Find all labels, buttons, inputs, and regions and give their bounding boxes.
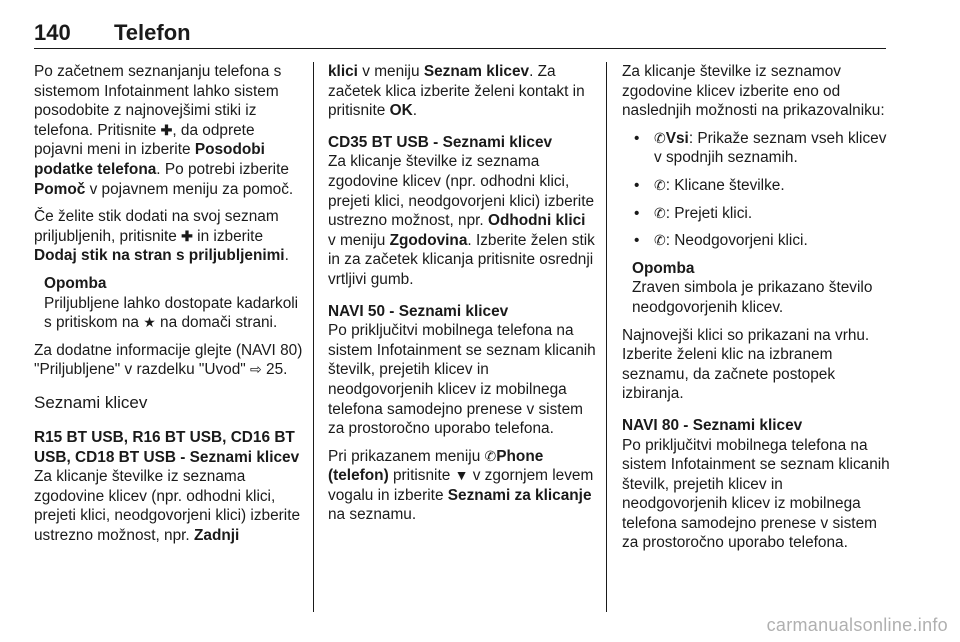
column-divider (606, 62, 607, 612)
column-left (34, 62, 304, 553)
paragraph: Po začetnem seznanjanju telefona s sistemom Infotainment lahko sistem posodobite z najnovejšimi stiki iz telefona. Pritisnite ✚, da odprete pojavni meni in izberite Posodobi podatke telefona. Po potrebi izberite Pomoč v pojavnem meniju za pomoč. (34, 63, 294, 198)
phone-outgoing-icon: ✆ (654, 176, 666, 193)
page-number: 140 (34, 20, 71, 45)
note-title: Opomba (632, 259, 695, 277)
phone-missed-icon: ✆ (654, 232, 666, 249)
page-title: Telefon (114, 20, 191, 45)
call-list-options (622, 129, 892, 251)
note-box: Opomba Priljubljene lahko dostopate kadarkoli s pritiskom na ★ na domači strani. (44, 274, 304, 333)
watermark: carmanualsonline.info (766, 615, 948, 635)
star-icon: ★ (143, 314, 156, 331)
column-divider (313, 62, 314, 612)
paragraph: R15 BT USB, R16 BT USB, CD16 BT USB, CD18 BT USB - Seznami klicev Za klicanje številke iz seznama zgodovine klicev (npr. odhodni klici, prejeti klici, neodgovorjeni klici) izberite ustrezno možnost, npr. Zadnji (34, 428, 304, 546)
paragraph: Pri prikazanem meniju ✆Phone (telefon) pritisnite ▼ v zgornjem levem vogalu in izberite Seznami za klicanje na seznamu. (328, 447, 594, 524)
note-box: Opomba Zraven simbola je prikazano število neodgovorjenih klicev. (632, 259, 892, 318)
paragraph: NAVI 80 - Seznami klicev Po priključitvi mobilnega telefona na sistem Infotainment se seznam klicanih številk, prejetih klicev in neodgovorjenih klicev iz mobilnega telefona samodejno prenese v sistem za prostoročno uporabo telefona. (622, 416, 892, 553)
subheading: CD35 BT USB - Seznami klicev (328, 133, 553, 151)
triangle-down-icon: ▼ (454, 467, 469, 484)
phone-incoming-icon: ✆ (654, 204, 666, 221)
paragraph: Če želite stik dodati na svoj seznam priljubljenih, pritisnite ✚ in izberite Dodaj stik na stran s priljubljenimi. (34, 208, 289, 265)
list-item: • ✆Vsi: Prikaže seznam vseh klicev v spodnjih seznamih. (622, 129, 892, 168)
subheading: NAVI 80 - Seznami klicev (622, 416, 803, 434)
list-item: • ✆: Prejeti klici. (622, 204, 892, 224)
page-header (34, 10, 886, 49)
subheading: NAVI 50 - Seznami klicev (328, 302, 509, 320)
column-middle (328, 62, 596, 533)
phone-icon: ✆ (484, 447, 497, 464)
paragraph: klici v meniju Seznam klicev. Za začetek klica izberite želeni kontakt in pritisnite OK. (328, 63, 585, 120)
phone-all-calls-icon: ✆ (654, 129, 666, 146)
list-item: • ✆: Klicane številke. (622, 176, 892, 196)
paragraph: CD35 BT USB - Seznami klicev Za klicanje številke iz seznama zgodovine klicev (npr. odhodni klici, prejeti klici, neodgovorjeni klici) izberite ustrezno možnost, npr. Odhodni klici v meniju Zgodovina. Izberite želen stik in za začetek klicanja pritisnite osrednji vrtljivi gumb. (328, 133, 595, 288)
page-reference-icon: ⇨ (250, 361, 262, 378)
subheading: R15 BT USB, R16 BT USB, CD16 BT USB, CD18 BT USB - Seznami klicev (34, 428, 300, 466)
plus-icon: ✚ (181, 227, 193, 244)
note-title: Opomba (44, 274, 107, 292)
paragraph: Najnovejši klici so prikazani na vrhu. Izberite želeni klic na izbranem seznamu, da začnete postopek izbiranja. (622, 326, 870, 403)
section-heading: Seznami klicev (34, 392, 148, 412)
column-right (622, 62, 892, 561)
paragraph: Za dodatne informacije glejte (NAVI 80) "Priljubljene" v razdelku "Uvod" ⇨ 25. (34, 341, 303, 379)
paragraph: NAVI 50 - Seznami klicev Po priključitvi mobilnega telefona na sistem Infotainment se seznam klicanih številk, prejetih klicev in neodgovorjenih klicev iz mobilnega telefona samodejno prenese v sistem za prostoročno uporabo telefona. (328, 302, 596, 438)
list-item: • ✆: Neodgovorjeni klici. (622, 231, 892, 251)
plus-icon: ✚ (160, 121, 173, 138)
paragraph: Za klicanje številke iz seznamov zgodovine klicev izberite eno od naslednjih možnosti na prikazovalniku: (622, 63, 885, 120)
